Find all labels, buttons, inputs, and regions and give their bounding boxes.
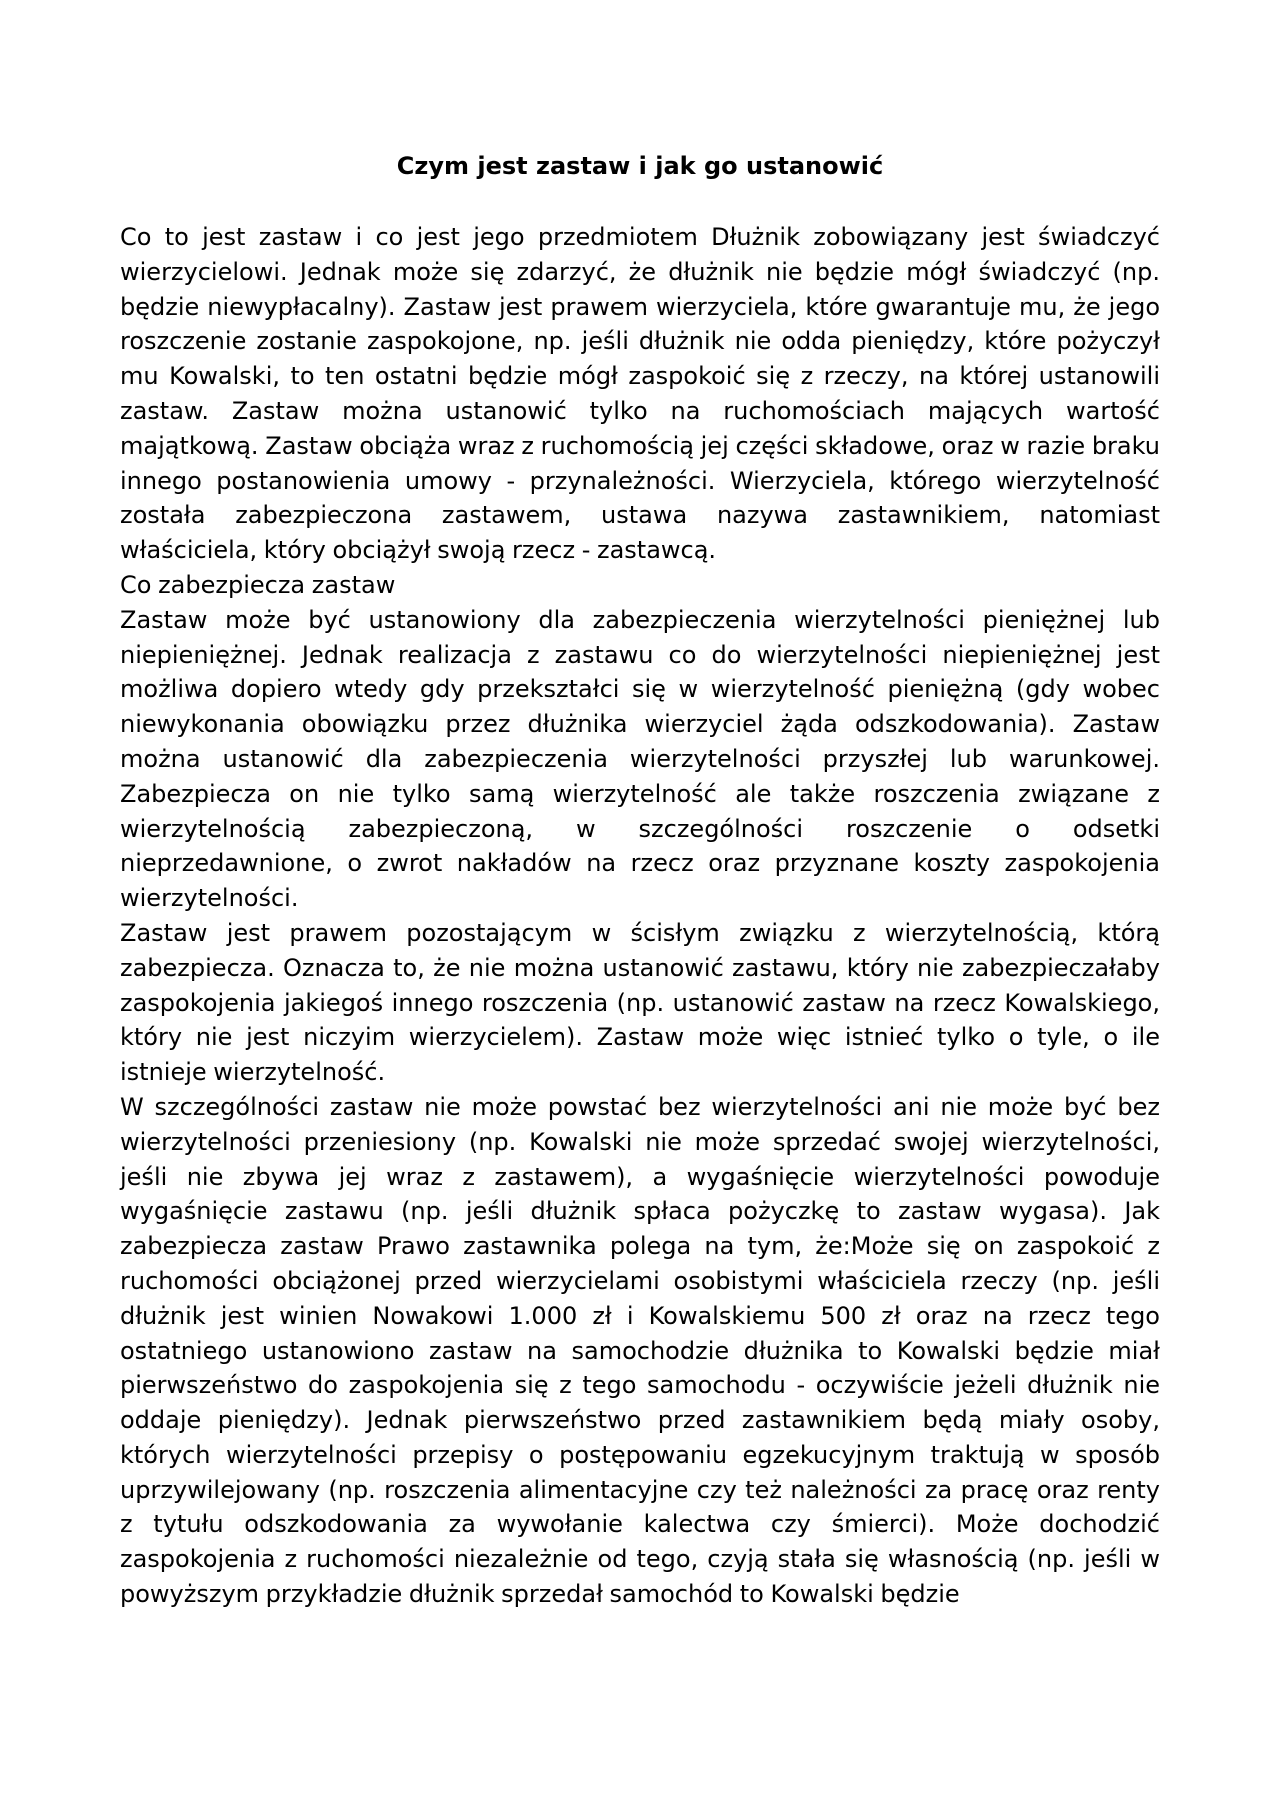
document-body [120,220,1160,1612]
paragraph-akcesoryjnosc: Zastaw jest prawem pozostającym w ścisłym związku z wierzytelnością, którą zabezpiecza. Oznacza to, że nie można ustanowić zastawu, który nie zabezpieczałaby zaspokojenia jakiegoś innego roszczenia (np. ustanowić zastaw na rzecz Kowalskiego, który nie jest niczyim wierzycielem). Zastaw może więc istnieć tylko o tyle, o ile istnieje wierzytelność. [120,918,1160,1087]
document-title: Czym jest zastaw i jak go ustanowić [396,152,884,180]
paragraph-zabezpieczenie: Zastaw może być ustanowiony dla zabezpieczenia wierzytelności pieniężnej lub niepieniężnej. Jednak realizacja z zastawu co do wierzytelności niepieniężnej jest możliwa dopiero wtedy gdy przekształci się w wierzytelność pieniężną (gdy wobec niewykonania obowiązku przez dłużnika wierzyciel żąda odszkodowania). Zastaw można ustanowić dla zabezpieczenia wierzytelności przyszłej lub warunkowej. Zabezpiecza on nie tylko samą wierzytelność ale także roszczenia związane z wierzytelnością zabezpieczoną, w szczególności roszczenie o odsetki nieprzedawnione, o zwrot nakładów na rzecz oraz przyznane koszty zaspokojenia wierzytelności. [120,605,1160,913]
paragraph-intro: Co to jest zastaw i co jest jego przedmiotem Dłużnik zobowiązany jest świadczyć wierzycielowi. Jednak może się zdarzyć, że dłużnik nie będzie mógł świadczyć (np. będzie niewypłacalny). Zastaw jest prawem wierzyciela, które gwarantuje mu, że jego roszczenie zostanie zaspokojone, np. jeśli dłużnik nie odda pieniędzy, które pożyczył mu Kowalski, to ten ostatni będzie mógł zaspokoić się z rzeczy, na której ustanowili zastaw. Zastaw można ustanowić tylko na ruchomościach mających wartość majątkową. Zastaw obciąża wraz z ruchomością jej części składowe, oraz w razie braku innego postanowienia umowy - przynależności. Wierzyciela, którego wierzytelność została zabezpieczona zastawem, ustawa nazywa zastawnikiem, natomiast właściciela, który obciążył swoją rzecz - zastawcą. [120,223,1160,565]
paragraph-heading-co-zabezpiecza: Co zabezpiecza zastaw [120,570,396,599]
paragraph-prawo-zastawnika: W szczególności zastaw nie może powstać bez wierzytelności ani nie może być bez wierzytelności przeniesiony (np. Kowalski nie może sprzedać swojej wierzytelności, jeśli nie zbywa jej wraz z zastawem), a wygaśnięcie wierzytelności powoduje wygaśnięcie zastawu (np. jeśli dłużnik spłaca pożyczkę to zastaw wygasa). Jak zabezpiecza zastaw Prawo zastawnika polega na tym, że:Może się on zaspokoić z ruchomości obciążonej przed wierzycielami osobistymi właściciela rzeczy (np. jeśli dłużnik jest winien Nowakowi 1.000 zł i Kowalskiemu 500 zł oraz na rzecz tego ostatniego ustanowiono zastaw na samochodzie dłużnika to Kowalski będzie miał pierwszeństwo do zaspokojenia się z tego samochodu - oczywiście jeżeli dłużnik nie oddaje pieniędzy). Jednak pierwszeństwo przed zastawnikiem będą miały osoby, których wierzytelności przepisy o postępowaniu egzekucyjnym traktują w sposób uprzywilejowany (np. roszczenia alimentacyjne czy też należności za pracę oraz renty z tytułu odszkodowania za wywołanie kalectwa czy śmierci). Może dochodzić zaspokojenia z ruchomości niezależnie od tego, czyją stała się własnością (np. jeśli w powyższym przykładzie dłużnik sprzedał samochód to Kowalski będzie [120,1092,1160,1609]
